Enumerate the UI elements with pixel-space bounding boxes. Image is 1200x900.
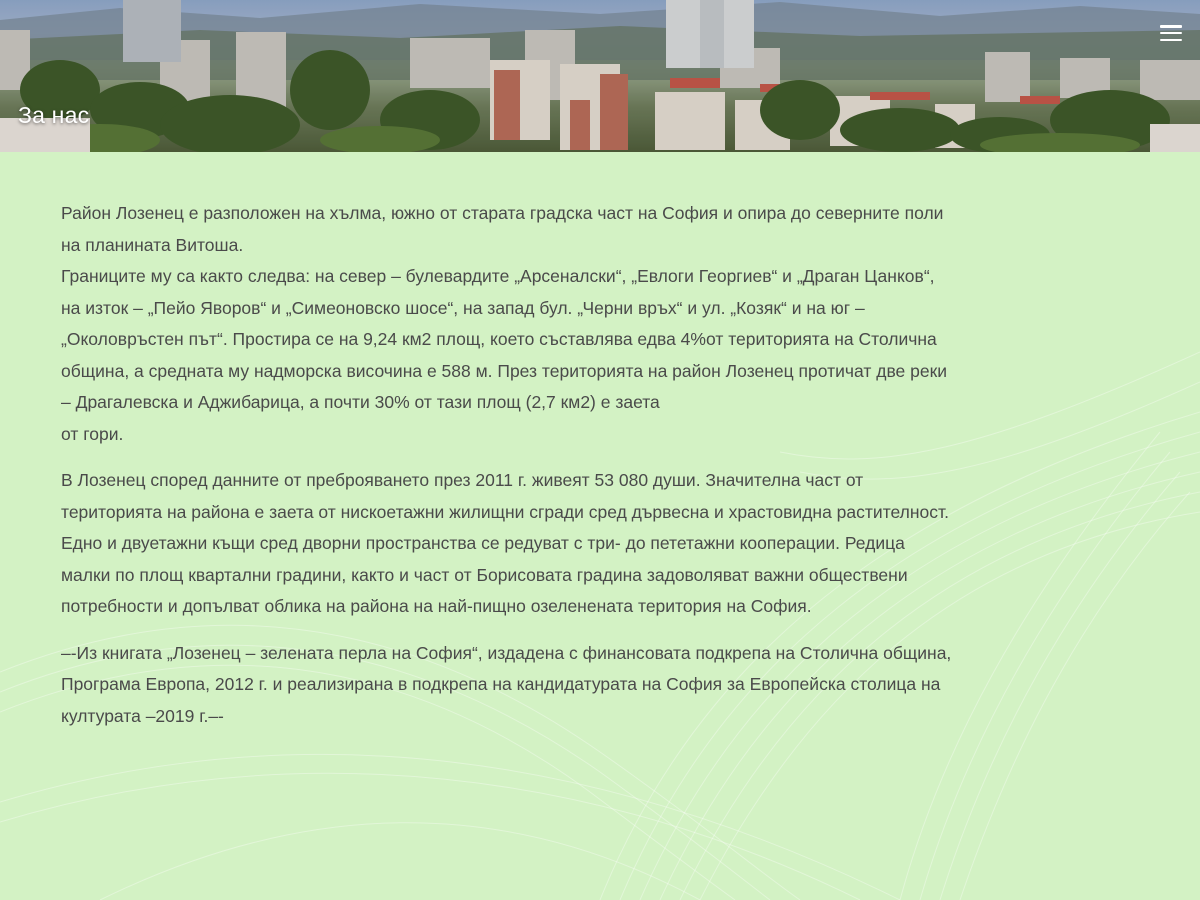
text-line: културата –2019 г.–-: [61, 705, 224, 726]
text-line: потребности и допълват облика на района на най-пищно озеленената територия на София.: [61, 596, 812, 616]
article-content: [61, 198, 1141, 747]
text-line: Програма Европа, 2012 г. и реализирана в подкрепа на кандидатурата на София за Европейска столица на: [61, 674, 941, 694]
header-banner: [0, 0, 1200, 152]
hamburger-menu-icon: [1160, 25, 1182, 41]
text-line: Едно и двуетажни къщи сред дворни пространства се редуват с три- до пететажни кооперации. Редица: [61, 533, 905, 553]
text-line: малки по площ квартални градини, както и част от Борисовата градина задоволяват важни обществени: [61, 564, 908, 585]
text-line: от гори.: [61, 423, 124, 444]
text-line: – Драгалевска и Аджибарица, а почти 30% от тази площ (2,7 км2) е заета: [61, 392, 660, 412]
text-line: територията на района е заета от нискоетажни жилищни сгради сред дървесна и храстовидна растителност.: [61, 501, 949, 522]
menu-button[interactable]: [1158, 20, 1184, 46]
text-line: Район Лозенец е разположен на хълма, южно от старата градска част на София и опира до северните поли: [61, 203, 944, 223]
article-paragraph-3: [61, 638, 1141, 733]
text-line: „Околовръстен път“. Простира се на 9,24 км2 площ, което съставлява едва 4%от територията на Столична: [61, 329, 937, 349]
page-title: За нас: [18, 102, 90, 128]
text-line: Границите му са както следва: на север – булевардите „Арсеналски“, „Евлоги Георгиев“ и „Драган Цанков“,: [61, 266, 935, 286]
article-paragraph-2: [61, 465, 1141, 623]
text-line: на изток – „Пейо Яворов“ и „Симеоновско шосе“, на запад бул. „Черни връх“ и ул. „Козяк“ и на юг –: [61, 297, 865, 318]
city-panorama-image: [0, 0, 1200, 152]
text-line: В Лозенец според данните от преброяването през 2011 г. живеят 53 080 души. Значителна част от: [61, 470, 864, 490]
article-paragraph-1: [61, 198, 1141, 450]
text-line: община, а средната му надморска височина е 588 м. През територията на район Лозенец протичат две реки: [61, 360, 948, 381]
text-line: на планината Витоша.: [61, 234, 244, 255]
text-line: –-Из книгата „Лозенец – зелената перла на София“, издадена с финансовата подкрепа на Столична община,: [61, 642, 952, 663]
